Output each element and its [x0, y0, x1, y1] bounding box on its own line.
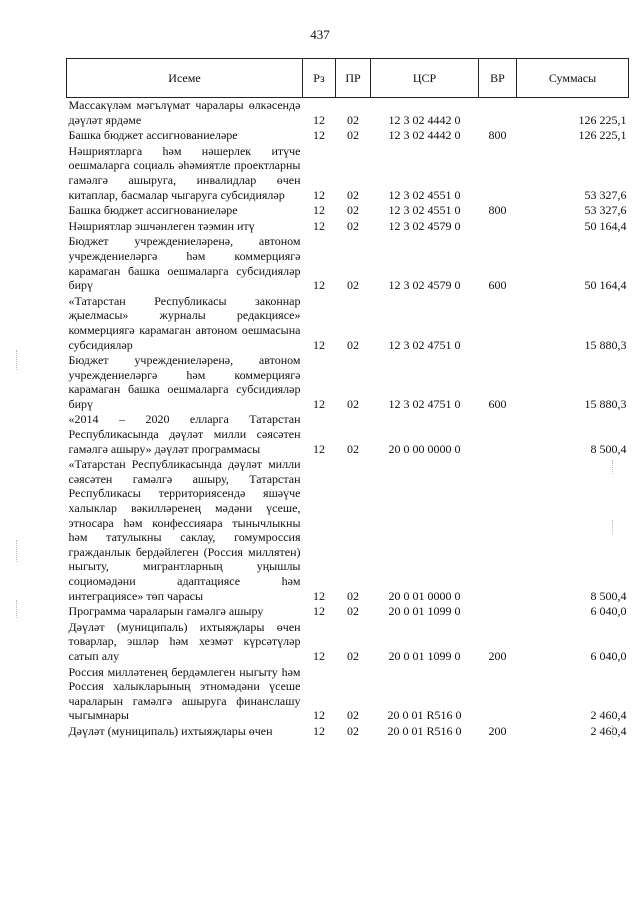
- row-vr: [479, 412, 517, 457]
- row-sum: 50 164,4: [584, 278, 627, 293]
- header-sum: Суммасы: [517, 59, 629, 98]
- table-row: [67, 620, 629, 665]
- scan-margin-mark: [16, 350, 18, 370]
- row-rz: 12: [313, 604, 325, 619]
- row-vr: [479, 665, 517, 724]
- row-sum: 126 225,1: [578, 128, 627, 143]
- row-rz: 12: [313, 337, 325, 352]
- scan-margin-mark: [16, 600, 18, 618]
- row-pr: 02: [347, 203, 359, 218]
- row-sum: 53 327,6: [584, 187, 627, 202]
- table-row: [67, 353, 629, 412]
- row-sum: 2 460,4: [590, 723, 627, 738]
- row-rz: 12: [313, 218, 325, 233]
- row-sum: 126 225,1: [578, 112, 627, 127]
- table-row: [67, 457, 629, 604]
- table-row: [67, 144, 629, 203]
- row-sum: 15 880,3: [584, 396, 627, 411]
- row-pr: 02: [347, 441, 359, 456]
- row-csr: 20 0 01 1099 0: [388, 648, 461, 663]
- header-name: Исеме: [67, 59, 303, 98]
- row-name: Дәүләт (муниципаль) ихтыяҗлары өчен товарлар, эшләр һәм хезмәт күрсәтүләр сатып алу: [68, 619, 301, 663]
- row-name: «Татарстан Республикасында дәүләт милли сәясәтен гамәлгә ашыру, Татарстан Республикасы территориясендә яшәүче халыклар вәкилләренең мәдәни үсеше, этносара һәм конфессияара тынычлыкны һәм татулыкны саклау, гомумроссия гражданлык бердәйлеген (Россия миллятен) ныгыту, мигрантларның уңышлы социомәдәни адаптациясе һәм интеграциясе» төп чарасы: [68, 457, 301, 603]
- row-rz: 12: [313, 396, 325, 411]
- row-csr: 12 3 02 4579 0: [388, 218, 461, 233]
- row-name: Башка бюджет ассигнованиеләре: [68, 128, 238, 143]
- row-csr: 12 3 02 4751 0: [388, 337, 461, 352]
- row-pr: 02: [347, 218, 359, 233]
- row-rz: 12: [313, 278, 325, 293]
- row-pr: 02: [347, 648, 359, 663]
- row-csr: 12 3 02 4579 0: [388, 278, 461, 293]
- row-pr: 02: [347, 708, 359, 723]
- row-sum: 6 040,0: [590, 604, 627, 619]
- row-name: Бюджет учреждениеләренә, автоном учреждениеләргә һәм коммерциягә карамаган башка оешмаларга субсидияләр бирү: [68, 353, 301, 411]
- row-vr: [479, 98, 517, 129]
- row-csr: 20 0 01 1099 0: [388, 604, 461, 619]
- header-csr: ЦСР: [371, 59, 479, 98]
- row-csr: 12 3 02 4551 0: [388, 187, 461, 202]
- table-row: [67, 724, 629, 740]
- scan-margin-mark: [612, 460, 614, 474]
- table-row: [67, 412, 629, 457]
- row-name: Нәшриятларга һәм нәшерлек итүче оешмаларга социаль әһәмиятле проектларны гамәлгә ашыруга, инвалидлар өчен китаплар, басмалар чыгаруга субсидияләр: [68, 143, 301, 202]
- row-rz: 12: [313, 648, 325, 663]
- row-rz: 12: [313, 588, 325, 603]
- row-pr: 02: [347, 278, 359, 293]
- row-pr: 02: [347, 187, 359, 202]
- table-row: [67, 294, 629, 353]
- scan-margin-mark: [612, 725, 614, 739]
- row-vr: 800: [488, 203, 507, 218]
- row-name: Дәүләт (муниципаль) ихтыяҗлары өчен: [68, 723, 273, 738]
- header-vr: ВР: [479, 59, 517, 98]
- row-pr: 02: [347, 604, 359, 619]
- table-row: [67, 665, 629, 724]
- row-sum: 50 164,4: [584, 218, 627, 233]
- row-csr: 12 3 02 4442 0: [388, 128, 461, 143]
- row-pr: 02: [347, 112, 359, 127]
- row-pr: 02: [347, 396, 359, 411]
- row-pr: 02: [347, 128, 359, 143]
- table-row: [67, 98, 629, 129]
- row-sum: 8 500,4: [590, 441, 627, 456]
- row-vr: 600: [488, 396, 507, 411]
- table-row: [67, 203, 629, 219]
- row-sum: 53 327,6: [584, 203, 627, 218]
- row-pr: 02: [347, 337, 359, 352]
- row-rz: 12: [313, 441, 325, 456]
- row-vr: 200: [488, 723, 507, 738]
- header-pr: ПР: [336, 59, 371, 98]
- row-name: «2014 – 2020 елларга Татарстан Республикасында дәүләт милли сәясәтен гамәлгә ашыру» дәүләт программасы: [68, 412, 301, 456]
- row-name: Программа чараларын гамәлгә ашыру: [68, 604, 264, 619]
- row-rz: 12: [313, 723, 325, 738]
- row-vr: [479, 219, 517, 235]
- scan-margin-mark: [16, 540, 18, 562]
- table-row: [67, 234, 629, 293]
- row-csr: 20 0 01 R516 0: [387, 708, 462, 723]
- budget-table: [66, 58, 629, 740]
- row-rz: 12: [313, 128, 325, 143]
- row-vr: 200: [488, 648, 507, 663]
- header-rz: Рз: [303, 59, 336, 98]
- table-row: [67, 604, 629, 620]
- row-vr: [479, 294, 517, 353]
- row-sum: 8 500,4: [590, 588, 627, 603]
- row-pr: 02: [347, 588, 359, 603]
- row-vr: 600: [488, 278, 507, 293]
- table-body: [67, 98, 629, 740]
- row-rz: 12: [313, 708, 325, 723]
- row-rz: 12: [313, 203, 325, 218]
- row-sum: 6 040,0: [590, 648, 627, 663]
- row-name: Массакүләм мәгълүмат чаралары өлкәсендә дәүләт ярдәме: [68, 98, 301, 127]
- scan-margin-mark: [612, 520, 614, 534]
- row-csr: 20 0 01 R516 0: [387, 723, 462, 738]
- row-csr: 12 3 02 4442 0: [388, 112, 461, 127]
- row-name: Нәшриятлар эшчәнлеген тәэмин итү: [68, 218, 255, 233]
- row-sum: 2 460,4: [590, 708, 627, 723]
- row-csr: 12 3 02 4551 0: [388, 203, 461, 218]
- row-name: Россия милләтенең бердәмлеген ныгыту һәм Россия халыкларының этномәдәни үсеше чараларын гамәлгә ашыруга финанслашу чыгымнары: [68, 664, 301, 723]
- table-row: [67, 128, 629, 144]
- table-row: [67, 219, 629, 235]
- table-header: [67, 59, 629, 98]
- row-vr: [479, 604, 517, 620]
- row-pr: 02: [347, 723, 359, 738]
- row-name: «Татарстан Республикасы законнар җыелмасы» журналы редакциясе» коммерциягә карамаган автоном оешмасына субсидияләр: [68, 293, 301, 352]
- row-rz: 12: [313, 112, 325, 127]
- row-vr: 800: [488, 128, 507, 143]
- row-vr: [479, 144, 517, 203]
- row-csr: 20 0 00 0000 0: [388, 441, 461, 456]
- row-csr: 12 3 02 4751 0: [388, 396, 461, 411]
- row-vr: [479, 457, 517, 604]
- row-name: Башка бюджет ассигнованиеләре: [68, 203, 238, 218]
- row-rz: 12: [313, 187, 325, 202]
- row-csr: 20 0 01 0000 0: [388, 588, 461, 603]
- page-number: 437: [310, 27, 330, 42]
- row-name: Бюджет учреждениеләренә, автоном учреждениеләргә һәм коммерциягә карамаган башка оешмаларга субсидияләр бирү: [68, 234, 301, 293]
- row-sum: 15 880,3: [584, 337, 627, 352]
